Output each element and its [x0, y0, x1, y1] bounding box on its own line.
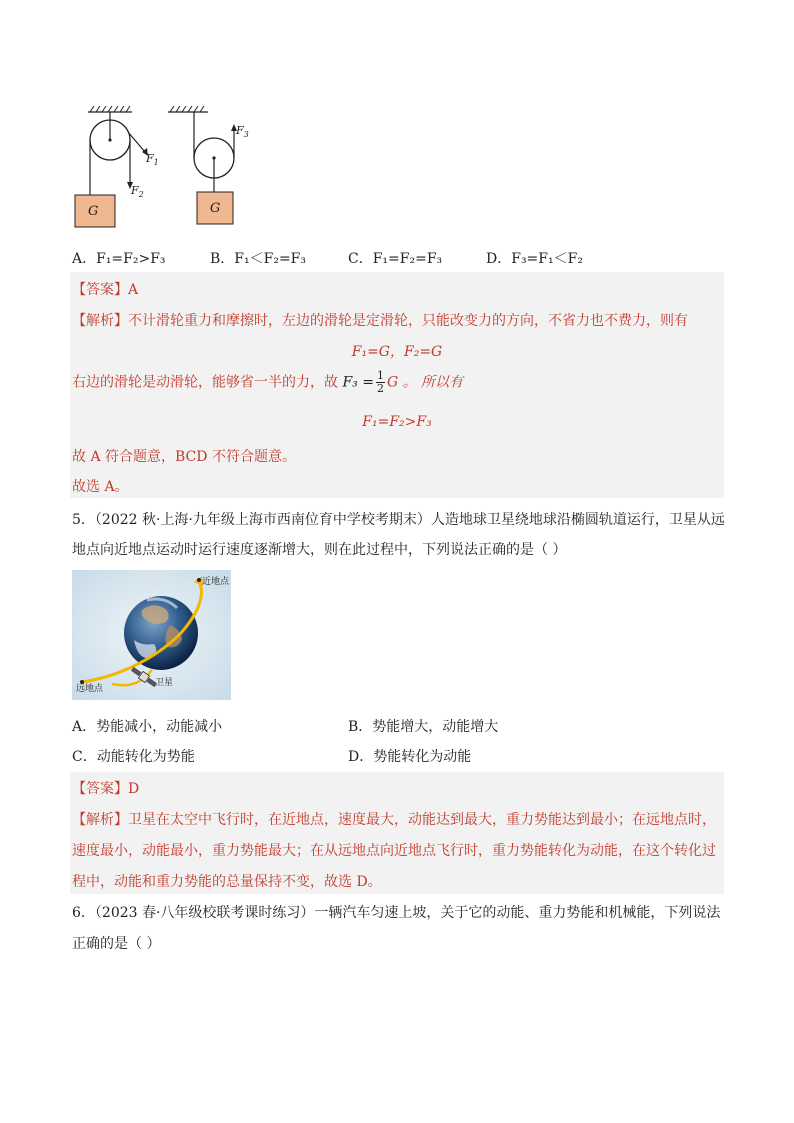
q4-analysis-line-2: 右边的滑轮是动滑轮，能够省一半的力，故 F₃ = $\frac{1}{2}$ G 。 所以有 [72, 369, 464, 395]
pulley-figure [70, 100, 260, 235]
q4-analysis-line-3: 故 A 符合题意，BCD 不符合题意。 [72, 449, 296, 465]
q5-analysis-line-1: 【解析】卫星在太空中飞行时，在近地点，速度最大，动能达到最大，重力势能达到最小；在远地点时， [72, 812, 716, 828]
q4-formula-1: F₁=G，F₂=G [351, 344, 443, 360]
q5-option-c: C．动能转化为势能 [72, 749, 195, 765]
q5-analysis-line-3: 程中，动能和重力势能的总量保持不变，故选 D。 [72, 874, 382, 890]
q6-stem-line-2: 正确的是（ ） [72, 936, 161, 952]
q6-stem-line-1: 6．（2023 春·八年级校联考课时练习）一辆汽车匀速上坡，关于它的动能、重力势能和机械能，下列说法 [72, 905, 721, 921]
q5-option-a: A．势能减小，动能减小 [72, 719, 223, 735]
q5-answer: 【答案】D [72, 781, 140, 797]
right-weight-label: G [210, 201, 221, 216]
q5-stem-line-2: 地点向近地点运动时运行速度逐渐增大，则在此过程中，下列说法正确的是（ ） [72, 542, 567, 558]
q5-analysis-line-2: 速度最小，动能最小，重力势能最大；在从远地点向近地点飞行时，重力势能转化为动能，在这个转化过 [72, 843, 716, 859]
near-point-label: 近地点 [202, 577, 230, 587]
f2-label: $F_2$ [131, 184, 144, 200]
satellite-label: 卫星 [155, 678, 174, 688]
q4-analysis-line-4: 故选 A。 [72, 479, 129, 495]
q5-option-b: B．势能增大，动能增大 [348, 719, 499, 735]
q4-analysis-line-1: 【解析】不计滑轮重力和摩擦时，左边的滑轮是定滑轮，只能改变力的方向，不省力也不费力，则有 [72, 313, 688, 329]
q5-stem-line-1: 5．（2022 秋·上海·九年级上海市西南位育中学校考期末）人造地球卫星绕地球沿椭圆轨道运行，卫星从远 [72, 512, 725, 528]
q4-answer: 【答案】A [72, 282, 139, 298]
q4-option-c: C．F₁=F₂=F₃ [348, 251, 443, 267]
q4-option-d: D．F₃=F₁＜F₂ [486, 251, 583, 267]
left-weight-label: G [88, 204, 99, 219]
q4-formula-2: F₁=F₂>F₃ [362, 414, 432, 430]
f3-label: $F_3$ [236, 124, 249, 140]
q4-option-a: A．F₁=F₂>F₃ [72, 251, 166, 267]
q4-option-b: B．F₁＜F₂=F₃ [210, 251, 306, 267]
q5-option-d: D．势能转化为动能 [348, 749, 472, 765]
f1-label: $F_1$ [146, 152, 159, 168]
far-point-label: 远地点 [76, 684, 104, 694]
fraction-half: $\frac{1}{2}$ [376, 369, 384, 395]
